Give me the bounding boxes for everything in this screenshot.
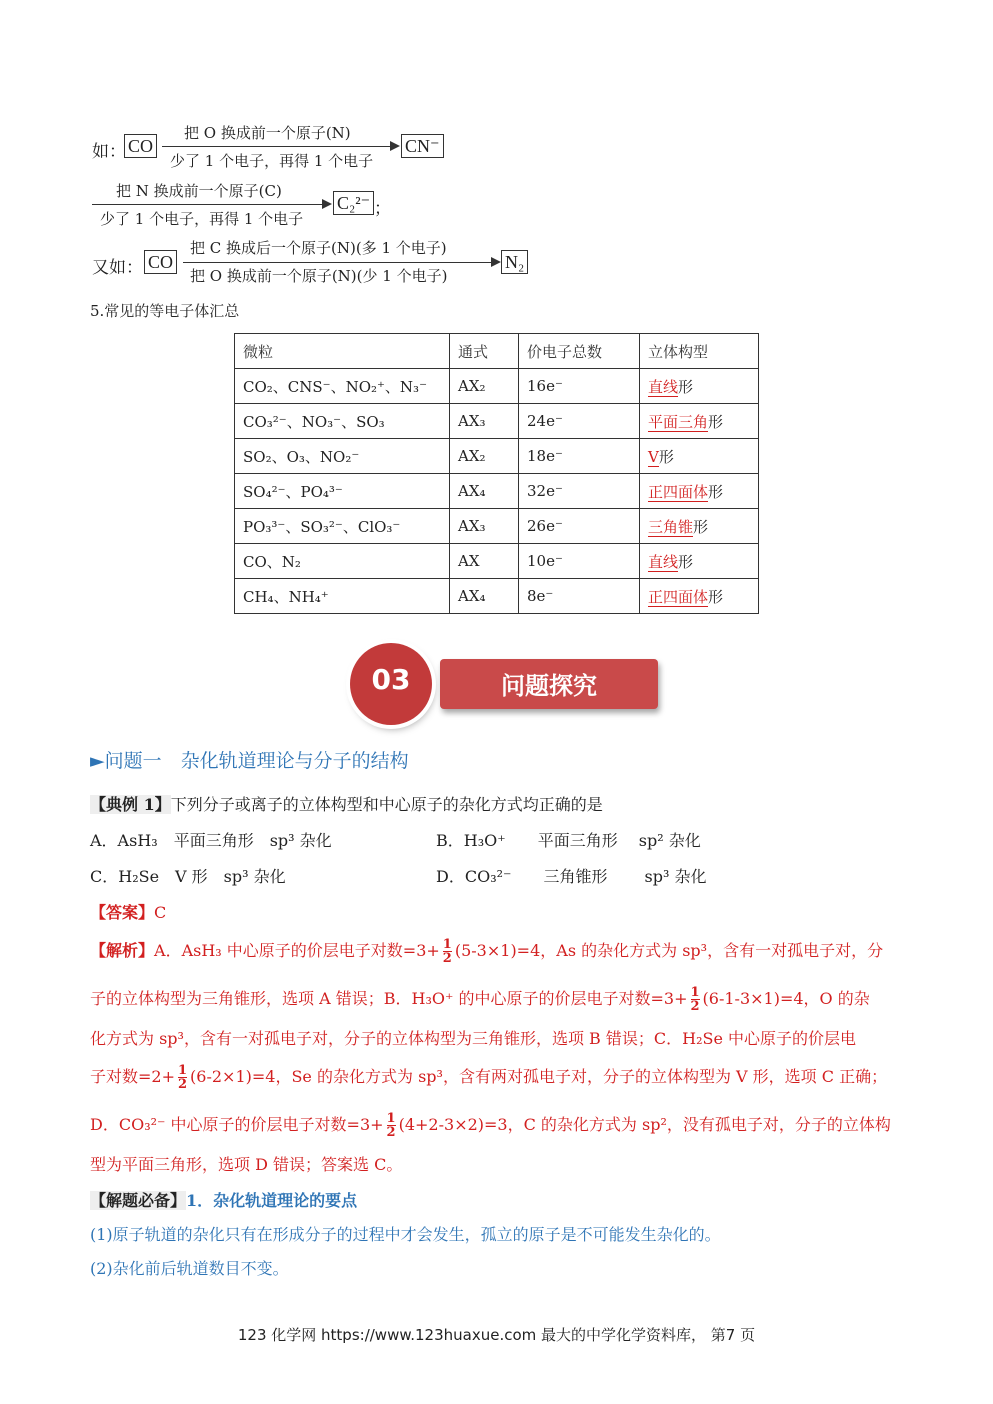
cell-particles: PO₃³⁻、SO₃²⁻、ClO₃⁻ [235,509,450,544]
shape-suffix: 形 [658,447,674,466]
reaction-arrow [183,262,491,263]
shape-answer: 平面三角 [648,412,709,431]
table-row [235,439,759,474]
fraction-numerator: 1 [178,1063,188,1078]
isoelectronic-table [234,333,759,614]
formula-box-cn: CN⁻ [401,134,444,158]
cell-formula: AX₂ [450,369,519,404]
section-banner-title: 问题探究 [501,672,597,700]
arrow-top-label: 把 N 换成前一个原子(C) [116,182,282,200]
cell-electrons: 8e⁻ [519,579,640,614]
fraction-numerator: 1 [690,985,700,1000]
fraction-denominator: 2 [178,1077,188,1092]
arrow-bottom-label: 少了 1 个电子，再得 1 个电子 [100,210,304,228]
fraction [443,938,452,965]
example-tag: 【典例 1】 [90,795,171,814]
fraction-numerator: 1 [386,1111,396,1126]
arrow-bottom-label: 把 O 换成前一个原子(N)(少 1 个电子) [190,267,448,285]
cell-particles: SO₄²⁻、PO₄³⁻ [235,474,450,509]
analysis-line [90,986,870,1013]
shape-answer: V [648,447,659,466]
arrow-head-icon [322,199,332,209]
question-text: 下列分子或离子的立体构型和中心原子的杂化方式均正确的是 [170,795,603,814]
cell-particles: CO₃²⁻、NO₃⁻、SO₃ [235,404,450,439]
formula-box-c2: C₂²⁻ [333,191,374,215]
analysis-line [90,1152,402,1175]
analysis-text: 子对数=2+ [90,1067,175,1086]
header-cell: 立体构型 [640,334,759,369]
essentials-tag: 【解题必备】 [90,1191,187,1210]
table-row [235,544,759,579]
cell-formula: AX₄ [450,474,519,509]
analysis-text: (6-2×1)=4，Se 的杂化方式为 sp³，含有两对孤电子对，分子的立体构型为 V 形，选项 C 正确； [190,1067,888,1086]
formula-box-n2: N₂ [501,250,528,274]
example-prefix-1: 如： [92,142,126,162]
cell-shape [640,439,759,474]
arrow-bottom-label: 少了 1 个电子，再得 1 个电子 [170,152,374,170]
cell-electrons: 26e⁻ [519,509,640,544]
analysis-text: 型为平面三角形，选项 D 错误；答案选 C。 [90,1155,403,1174]
cell-shape [640,404,759,439]
example-question [90,792,603,815]
analysis-text: (5-3×1)=4，As 的杂化方式为 sp³，含有一对孤电子对，分 [454,941,884,960]
arrow-head-icon [390,141,400,151]
cell-shape [640,544,759,579]
analysis-text: (6-1-3×1)=4，O 的杂 [702,989,870,1008]
reaction-arrow [162,146,390,147]
cell-electrons: 10e⁻ [519,544,640,579]
point-item: (2)杂化前后轨道数目不变。 [90,1259,289,1278]
shape-suffix: 形 [708,482,724,501]
cell-electrons: 16e⁻ [519,369,640,404]
cell-formula: AX₄ [450,579,519,614]
section-title: 5.常见的等电子体汇总 [90,302,240,320]
essentials-title: 1．杂化轨道理论的要点 [186,1191,358,1210]
answer-value: C [154,903,167,922]
header-cell: 价电子总数 [519,334,640,369]
table-header-row [235,334,759,369]
cell-particles: CH₄、NH₄⁺ [235,579,450,614]
cell-formula: AX₂ [450,439,519,474]
shape-answer: 直线 [648,377,679,396]
essentials-line [90,1188,357,1211]
section-number: 03 [371,663,411,696]
example-prefix-2: 又如： [92,258,143,278]
header-cell: 通式 [450,334,519,369]
shape-suffix: 形 [678,552,694,571]
shape-answer: 三角锥 [648,517,694,536]
analysis-tag: 【解析】 [90,941,155,960]
analysis-text: D．CO₃²⁻ 中心原子的价层电子对数=3+ [90,1115,384,1134]
cell-particles: CO₂、CNS⁻、NO₂⁺、N₃⁻ [235,369,450,404]
fraction [178,1064,187,1091]
cell-electrons: 24e⁻ [519,404,640,439]
shape-suffix: 形 [708,412,724,431]
table-row [235,579,759,614]
arrow-top-label: 把 C 换成后一个原子(N)(多 1 个电子) [190,239,447,257]
fraction-denominator: 2 [442,951,452,966]
separator: ； [374,199,391,219]
cell-shape [640,509,759,544]
table-row [235,474,759,509]
formula-box-co: CO [124,134,157,158]
analysis-text: 子的立体构型为三角锥形，选项 A 错误；B．H₃O⁺ 的中心原子的价层电子对数=3+ [90,989,688,1008]
cell-particles: CO、N₂ [235,544,450,579]
analysis-text: A．AsH₃ 中心原子的价层电子对数=3+ [154,941,440,960]
cell-electrons: 18e⁻ [519,439,640,474]
shape-answer: 正四面体 [648,482,709,501]
answer-tag: 【答案】 [90,903,155,922]
fraction-numerator: 1 [442,937,452,952]
option-b: B．H₃O⁺ 平面三角形 sp² 杂化 [436,831,701,850]
header-cell: 微粒 [235,334,450,369]
reaction-arrow [92,204,322,205]
analysis-text: (4+2-3×2)=3，C 的杂化方式为 sp²，没有孤电子对，分子的立体构 [398,1115,891,1134]
cell-electrons: 32e⁻ [519,474,640,509]
shape-suffix: 形 [708,587,724,606]
table-row [235,369,759,404]
analysis-text: 化方式为 sp³，含有一对孤电子对，分子的立体构型为三角锥形，选项 B 错误；C．H₂Se 中心原子的价层电 [90,1029,857,1048]
shape-suffix: 形 [693,517,709,536]
page-footer: 123 化学网 https://www.123huaxue.com 最大的中学化学资料库， 第7 页 [237,1326,756,1344]
arrow-head-icon [491,257,501,267]
table-row [235,404,759,439]
table-row [235,509,759,544]
option-d: D．CO₃²⁻ 三角锥形 sp³ 杂化 [436,867,707,886]
point-item: (1)原子轨道的杂化只有在形成分子的过程中才会发生，孤立的原子是不可能发生杂化的。 [90,1225,721,1244]
option-a: A．AsH₃ 平面三角形 sp³ 杂化 [90,831,332,850]
answer-line [90,900,166,923]
option-c: C．H₂Se V 形 sp³ 杂化 [90,867,286,886]
analysis-line [90,1026,856,1049]
shape-suffix: 形 [678,377,694,396]
formula-box-co: CO [144,250,177,274]
fraction [387,1112,396,1139]
cell-particles: SO₂、O₃、NO₂⁻ [235,439,450,474]
shape-answer: 直线 [648,552,679,571]
problem-heading: ►问题一 杂化轨道理论与分子的结构 [90,750,409,772]
cell-shape [640,474,759,509]
fraction-denominator: 2 [386,1125,396,1140]
fraction [691,986,700,1013]
shape-answer: 正四面体 [648,587,709,606]
cell-formula: AX [450,544,519,579]
cell-shape [640,579,759,614]
cell-shape [640,369,759,404]
cell-formula: AX₃ [450,509,519,544]
arrow-top-label: 把 O 换成前一个原子(N) [184,124,351,142]
fraction-denominator: 2 [690,999,700,1014]
cell-formula: AX₃ [450,404,519,439]
analysis-line [90,938,883,965]
analysis-line [90,1112,891,1139]
analysis-line [90,1064,887,1091]
